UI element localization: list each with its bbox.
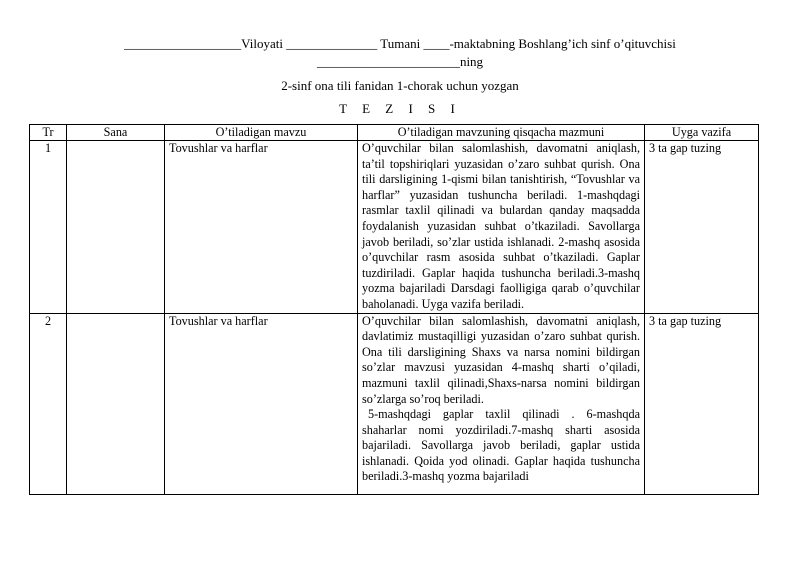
row-summary: O’quvchilar bilan salomlashish, davomatni aniqlash, ta’til topshiriqlari yuzasidan o’zaro suhbat qurish. Ona tili darsligining 1-qismi bilan tanishtirish, “Tovushlar va harflar” yuzasidan tushuncha beriladi. 1-mashqdagi rasmlar taxlil qilinadi va bulardan qanday maqsadda foydalanish yuzasidan suhbat o’tkaziladi. Savollarga javob beriladi, so’zlar ustida ishlanadi. 2-mashq asosida o’quvchilar rasm asosida suhbat o’tkaziladi. Gaplar tuzdiriladi. Gaplar haqida tushuncha beriladi.3-mashq yozma bajariladi Darsdagi faolligiga qarab o’quvchilar baholanadi. Uyga vazifa beriladi. <box>358 141 645 314</box>
row-topic: Tovushlar va harflar <box>165 141 358 314</box>
document-subtitle: 2-sinf ona tili fanidan 1-chorak uchun yozgan <box>281 78 519 93</box>
column-header-topic: O’tiladigan mavzu <box>165 125 358 141</box>
row-number: 1 <box>30 141 67 314</box>
table-row <box>30 141 759 314</box>
column-header-homework: Uyga vazifa <box>645 125 759 141</box>
row-homework: 3 ta gap tuzing <box>645 313 759 494</box>
column-header-tr: Tr <box>30 125 67 141</box>
column-header-summary: O’tiladigan mavzuning qisqacha mazmuni <box>358 125 645 141</box>
table-header-row <box>30 125 759 141</box>
row-summary-paragraph-2: 5-mashqdagi gaplar taxlil qilinadi . 6-mashqda shaharlar nomi yozdiriladi.7-mashq sharti asosida bajariladi. Savollarga javob beriladi, gaplar ustida ishlanadi. Qoida yod olinadi. Gaplar haqida tushuncha beriladi.3-mashq yozma bajariladi <box>362 407 640 484</box>
row-topic: Tovushlar va harflar <box>165 313 358 494</box>
table-row <box>30 313 759 494</box>
column-header-date: Sana <box>67 125 165 141</box>
document-title: T E Z I S I <box>339 101 461 116</box>
row-date <box>67 313 165 494</box>
row-number: 2 <box>30 313 67 494</box>
row-homework: 3 ta gap tuzing <box>645 141 759 314</box>
row-date <box>67 141 165 314</box>
header-line-2: ______________________ning <box>316 54 484 69</box>
row-summary-paragraph-1: O’quvchilar bilan salomlashish, davomatni aniqlash, davlatimiz mustaqilligi yuzasidan o’zaro suhbat qurish. Ona tili darsligining Shaxs va narsa nomini bildirgan so’zlar mavzusi yuzasidan 4-mashq sharti o’qiladi, mazmuni taxlil qilinadi,Shaxs-narsa nomini bildirgan so’zlarga so’roq beriladi. <box>362 313 640 406</box>
header-line-1: __________________Viloyati ______________ Tumani ____-maktabning Boshlang’ich sinf o’qituvchisi <box>124 36 676 51</box>
thesis-table <box>29 124 759 495</box>
row-summary <box>358 313 645 494</box>
